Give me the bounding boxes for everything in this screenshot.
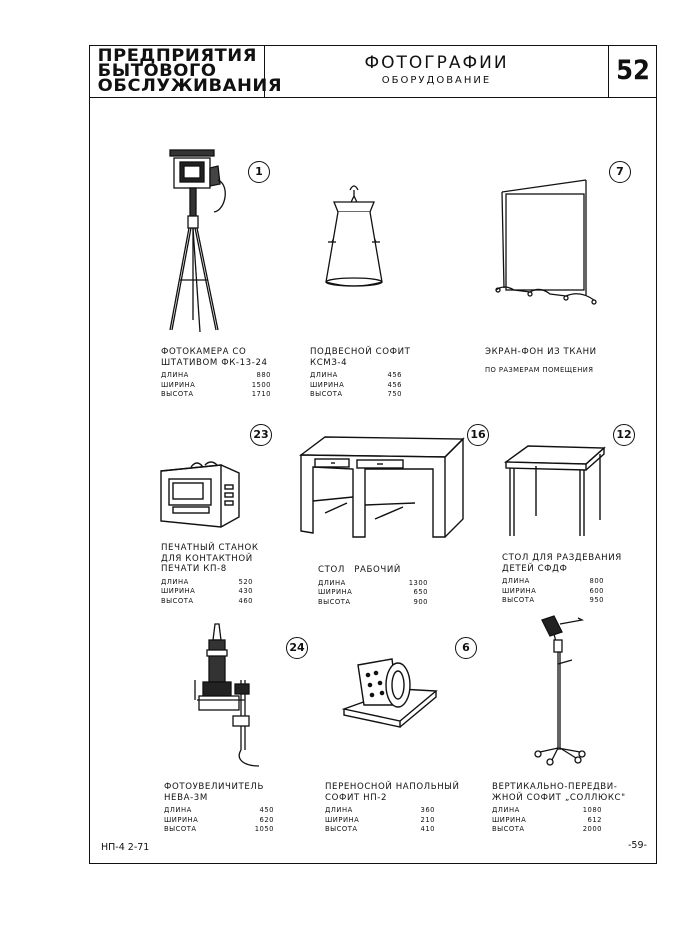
suspended-soffit-illustration [318, 182, 388, 292]
title-block [89, 45, 657, 98]
item-number-badge: 16 [467, 424, 489, 446]
spec-height: ВЫСОТА 750 [310, 390, 402, 398]
category-block [89, 45, 283, 97]
spec-height: ВЫСОТА 460 [161, 596, 253, 605]
sheet-number: 52 [616, 55, 650, 86]
spec-width: ШИРИНА 650 [318, 588, 428, 596]
spec-width: ШИРИНА 456 [310, 380, 402, 389]
enlarger-illustration [185, 620, 265, 770]
item-fabric-screen [485, 347, 597, 375]
spec-length: ДЛИНА 360 [325, 806, 435, 814]
solux-soffit-illustration [520, 610, 610, 770]
changing-table-illustration [500, 440, 610, 540]
spec-length: ДЛИНА 450 [164, 806, 274, 814]
category-line-1: ПРЕДПРИЯТИЯ [97, 46, 258, 65]
spec-width: ШИРИНА 210 [325, 815, 435, 824]
work-table-illustration [295, 433, 465, 543]
spec-width: ШИРИНА 430 [161, 587, 253, 595]
page-number: -59- [628, 840, 647, 851]
title-area [265, 45, 609, 97]
item-name: ПЕРЕНОСНОЙ НАПОЛЬНЫЙ СОФИТ НП-2 [325, 782, 460, 803]
page-title: ФОТОГРАФИИ [364, 53, 509, 73]
category-line-2: БЫТОВОГО [97, 61, 217, 80]
document-code: НП-4 2-71 [101, 842, 150, 853]
spec-height: ВЫСОТА 2000 [492, 825, 602, 833]
contact-printer-illustration [155, 455, 245, 535]
camera-tripod-illustration [160, 140, 250, 340]
spec-height: ВЫСОТА 950 [502, 596, 604, 604]
item-solux-soffit [492, 782, 626, 835]
item-number-badge: 1 [248, 161, 270, 183]
spec-length: ДЛИНА 456 [310, 371, 402, 379]
item-number-badge: 6 [455, 637, 477, 659]
item-camera-tripod [161, 347, 271, 400]
item-name: ВЕРТИКАЛЬНО-ПЕРЕДВИ- ЖНОЙ СОФИТ „СОЛЛЮКС" [492, 782, 626, 803]
item-name: ФОТОКАМЕРА СО ШТАТИВОМ ФК-13-24 [161, 347, 268, 368]
spec-height: ВЫСОТА 410 [325, 825, 435, 833]
item-floor-soffit [325, 782, 460, 835]
spec-width: ШИРИНА 620 [164, 815, 274, 824]
spec-length: ДЛИНА 800 [502, 577, 604, 585]
item-name: ФОТОУВЕЛИЧИТЕЛЬ НЕВА-3М [164, 782, 264, 803]
spec-height: ВЫСОТА 900 [318, 597, 428, 606]
spec-width: ШИРИНА 600 [502, 586, 604, 595]
category-line-3: ОБСЛУЖИВАНИЯ [97, 76, 283, 95]
fabric-screen-illustration [490, 170, 600, 310]
item-note: ПО РАЗМЕРАМ ПОМЕЩЕНИЯ [485, 365, 594, 374]
item-suspended-soffit [310, 347, 411, 400]
item-number-badge: 23 [250, 424, 272, 446]
spec-length: ДЛИНА 1300 [318, 578, 428, 587]
item-work-table [318, 565, 428, 607]
item-number-badge: 7 [609, 161, 631, 183]
item-contact-printer [161, 543, 259, 606]
spec-width: ШИРИНА 612 [492, 815, 602, 824]
spec-length: ДЛИНА 880 [161, 371, 271, 379]
spec-width: ШИРИНА 1500 [161, 380, 271, 389]
item-name: ПЕЧАТНЫЙ СТАНОК ДЛЯ КОНТАКТНОЙ ПЕЧАТИ КП-8 [161, 543, 259, 574]
item-name: ЭКРАН-ФОН ИЗ ТКАНИ [485, 347, 597, 357]
spec-length: ДЛИНА 520 [161, 577, 253, 586]
item-name: ПОДВЕСНОЙ СОФИТ КСМЗ-4 [310, 347, 411, 368]
spec-height: ВЫСОТА 1710 [161, 390, 271, 398]
item-enlarger [164, 782, 274, 835]
item-name: СТОЛ ДЛЯ РАЗДЕВАНИЯ ДЕТЕЙ СФДФ [502, 553, 622, 574]
spec-length: ДЛИНА 1080 [492, 806, 602, 814]
page-subtitle: ОБОРУДОВАНИЕ [381, 75, 492, 86]
item-name: СТОЛ РАБОЧИЙ [318, 565, 401, 575]
item-changing-table [502, 553, 622, 606]
spec-height: ВЫСОТА 1050 [164, 825, 274, 833]
item-number-badge: 12 [613, 424, 635, 446]
floor-soffit-illustration [340, 645, 440, 735]
item-number-badge: 24 [286, 637, 308, 659]
